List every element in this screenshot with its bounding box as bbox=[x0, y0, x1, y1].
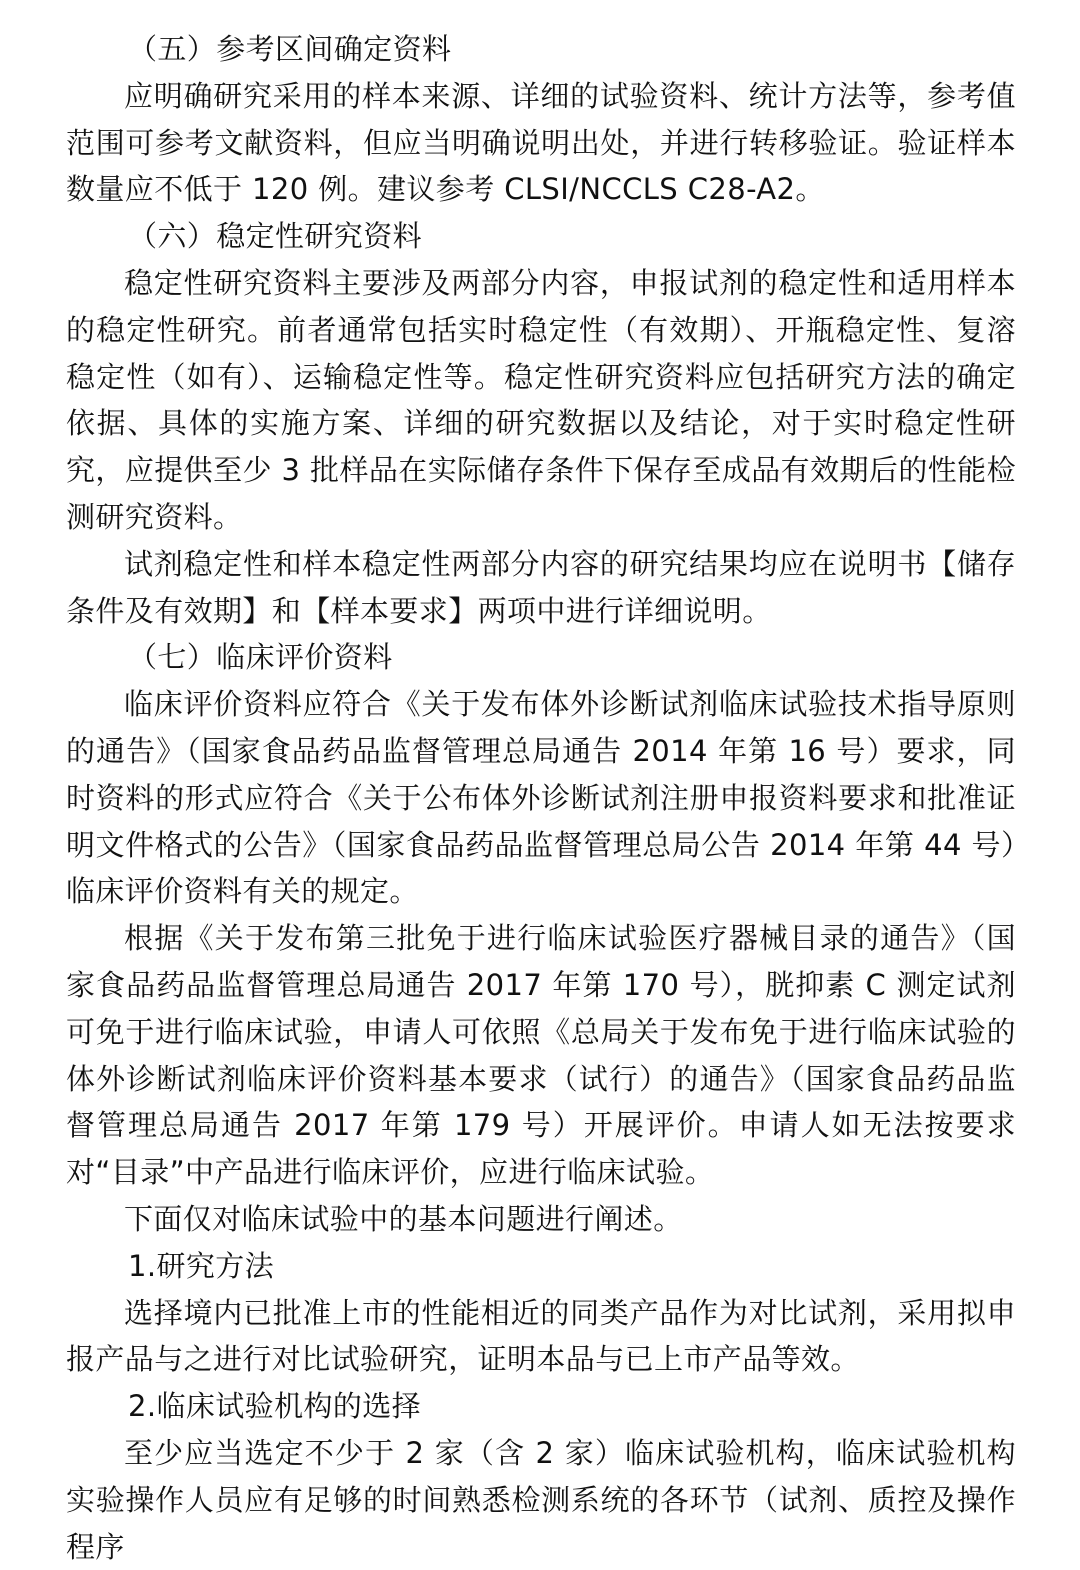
subheading-research-method: 1.研究方法 bbox=[128, 1248, 275, 1283]
body-paragraph-research-method: 选择境内已批准上市的性能相近的同类产品作为对比试剂，采用拟申报产品与之进行对比试验研究，证明本品与已上市产品等效。 bbox=[66, 1295, 1016, 1377]
subheading-clinical-institution: 2.临床试验机构的选择 bbox=[128, 1389, 422, 1424]
body-paragraph-stability: 稳定性研究资料主要涉及两部分内容，申报试剂的稳定性和适用样本的稳定性研究。前者通常包括实时稳定性（有效期）、开瓶稳定性、复溶稳定性（如有）、运输稳定性等。稳定性研究资料应包括研究方法的确定依据、具体的实施方案、详细的研究数据以及结论，对于实时稳定性研究，应提供至少 3 批样品在实际储存条件下保存至成品有效期后的性能检测研究资料。 bbox=[66, 265, 1016, 534]
body-paragraph-clinical-requirements: 临床评价资料应符合《关于发布体外诊断试剂临床试验技术指导原则的通告》（国家食品药品监督管理总局通告 2014 年第 16 号）要求，同时资料的形式应符合《关于公布体外诊断试剂注册申报资料要求和批准证明文件格式的公告》（国家食品药品监督管理总局公告 2014 年第 44 号）临床评价资料有关的规定。 bbox=[66, 687, 1016, 909]
body-paragraph-basic-issues: 下面仅对临床试验中的基本问题进行阐述。 bbox=[124, 1201, 683, 1236]
body-paragraph-reference-interval: 应明确研究采用的样本来源、详细的试验资料、统计方法等，参考值范围可参考文献资料，但应当明确说明出处，并进行转移验证。验证样本数量应不低于 120 例。建议参考 CLSI/NCCLS C28-A2。 bbox=[66, 78, 1016, 207]
document-page bbox=[66, 26, 1016, 1570]
section-heading-clinical-evaluation: （七）临床评价资料 bbox=[128, 640, 393, 675]
body-paragraph-clinical-exemption: 根据《关于发布第三批免于进行临床试验医疗器械目录的通告》（国家食品药品监督管理总局通告 2017 年第 170 号），胱抑素 C 测定试剂可免于进行临床试验，申请人可依照《总局关于发布免于进行临床试验的体外诊断试剂临床评价资料基本要求（试行）的通告》（国家食品药品监督管理总局通告 2017 年第 179 号）开展评价。申请人如无法按要求对“目录”中产品进行临床评价，应进行临床试验。 bbox=[66, 921, 1016, 1190]
section-heading-stability: （六）稳定性研究资料 bbox=[128, 219, 423, 254]
body-paragraph-stability-instructions: 试剂稳定性和样本稳定性两部分内容的研究结果均应在说明书【储存条件及有效期】和【样本要求】两项中进行详细说明。 bbox=[66, 546, 1016, 628]
body-paragraph-clinical-institution: 至少应当选定不少于 2 家（含 2 家）临床试验机构，临床试验机构实验操作人员应有足够的时间熟悉检测系统的各环节（试剂、质控及操作程序 bbox=[66, 1435, 1016, 1564]
section-heading-reference-interval: （五）参考区间确定资料 bbox=[128, 32, 452, 66]
